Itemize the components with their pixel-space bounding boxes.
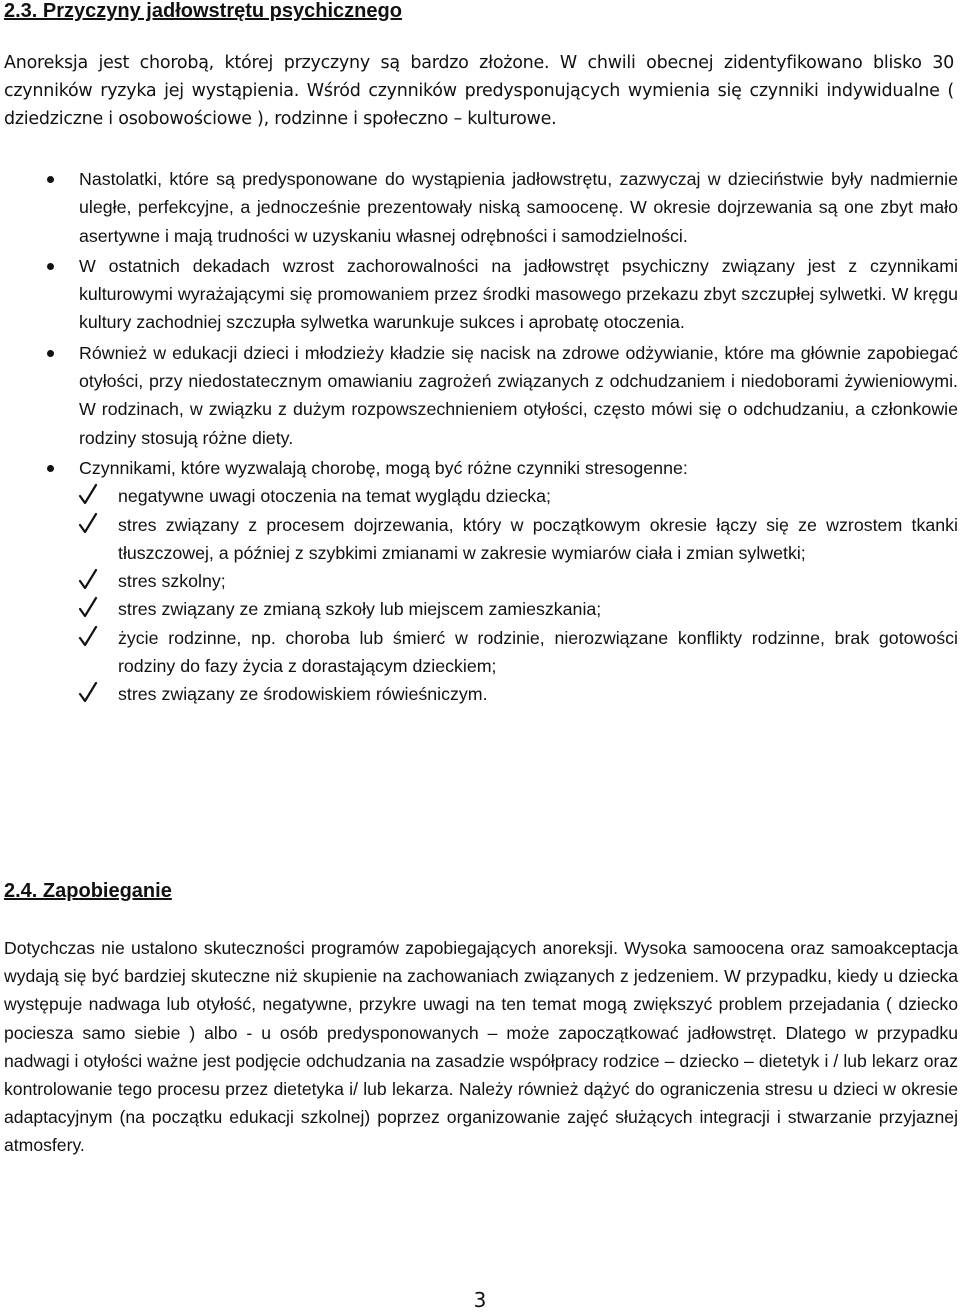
bullet-dot-icon (47, 263, 54, 270)
checklist-item-text: stres szkolny; (118, 571, 226, 592)
section-heading-prevention: 2.4. Zapobieganie (4, 880, 172, 902)
bullet-dot-icon (47, 350, 54, 357)
list-item (0, 454, 960, 709)
checklist-item (0, 567, 958, 595)
list-item-text: Czynnikami, które wyzwalają chorobę, mogą być różne czynniki stresogenne: (79, 457, 688, 478)
checklist-item (0, 680, 958, 708)
checkmark-icon (78, 624, 98, 650)
list-item (0, 339, 960, 452)
list-item-text: W ostatnich dekadach wzrost zachorowalności na jadłowstręt psychiczny związany jest z czynnikami kulturowymi wyrażającymi się promowaniem przez środki masowego przekazu zbyt szczupłej sylwetki. W kręgu kultury zachodniej szczupła sylwetka warunkuje sukces i aprobatę otoczenia. (79, 255, 958, 333)
checkmark-icon (78, 567, 98, 593)
checkmark-icon (78, 482, 98, 508)
prevention-paragraph: Dotychczas nie ustalono skuteczności programów zapobiegających anoreksji. Wysoka samoocena oraz samoakceptacja wydają się być bardziej skuteczne niż skupienie na zachowaniach związanych z jedzeniem. W przypadku, kiedy u dziecka występuje nadwaga lub otyłość, negatywne, przykre uwagi na ten temat mogą zwiększyć problem przejadania ( dziecko pociesza samo siebie ) albo - u osób predysponowanych – może zapoczątkować jadłowstręt. Dlatego w przypadku nadwagi i otyłości ważne jest podjęcie odchudzania na zasadzie współpracy rodzice – dziecko – dietetyk i / lub lekarz oraz kontrolowanie tego procesu przez dietetyka i/ lub lekarza. Należy również dążyć do ograniczenia stresu u dzieci w okresie adaptacyjnym (na początku edukacji szkolnej) poprzez organizowanie zajęć służących integracji i stwarzanie przyjaznej atmosfery. (4, 938, 958, 1156)
list-item-text: Również w edukacji dzieci i młodzieży kładzie się nacisk na zdrowe odżywianie, które ma głównie zapobiegać otyłości, przy niedostatecznym omawianiu zagrożeń związanych z odchudzaniem i niedoborami żywieniowymi. W rodzinach, w związku z dużym rozpowszechnieniem otyłości, często mówi się o odchudzaniu, a członkowie rodziny stosują różne diety. (79, 342, 958, 448)
page-number: 3 (473, 1288, 487, 1312)
intro-paragraph: Anoreksja jest chorobą, której przyczyny są bardzo złożone. W chwili obecnej zidentyfikowano blisko 30 czynników ryzyka jej wystąpienia. Wśród czynników predysponujących wymienia się czynniki indywidualne ( dziedziczne i osobowościowe ), rodzinne i społeczno – kulturowe. (4, 53, 954, 130)
checklist-item-text: stres związany ze środowiskiem rówieśniczym. (118, 684, 488, 705)
checklist-item (0, 595, 958, 623)
list-item (0, 252, 960, 337)
checklist-item (0, 624, 958, 681)
risk-factor-list (0, 165, 960, 709)
checklist-item-text: życie rodzinne, np. choroba lub śmierć w rodzinie, nierozwiązane konflikty rodzinne, brak gotowości rodziny do fazy życia z dorastającym dzieckiem; (118, 627, 958, 677)
section-heading-causes: 2.3. Przyczyny jadłowstrętu psychicznego (4, 0, 402, 22)
checklist-item (0, 511, 958, 568)
checkmark-icon (78, 595, 98, 621)
stress-factor-list (0, 482, 958, 708)
bullet-dot-icon (47, 465, 54, 472)
checklist-item-text: stres związany z procesem dojrzewania, który w początkowym okresie łączy się ze wzrostem tkanki tłuszczowej, a później z szybkimi zmianami w zakresie wymiarów ciała i zmian sylwetki; (118, 514, 958, 563)
checkmark-icon (78, 680, 98, 706)
checklist-item-text: stres związany ze zmianą szkoły lub miejscem zamieszkania; (118, 599, 602, 620)
bullet-dot-icon (47, 176, 54, 183)
list-item-text: Nastolatki, które są predysponowane do wystąpienia jadłowstrętu, zazwyczaj w dzieciństwie były nadmiernie uległe, perfekcyjne, a jednocześnie prezentowały niską samoocenę. W okresie dojrzewania są one zbyt mało asertywne i mają trudności w uzyskaniu własnej odrębności i samodzielności. (79, 169, 958, 246)
checklist-item (0, 482, 958, 510)
list-item (0, 165, 960, 250)
checklist-item-text: negatywne uwagi otoczenia na temat wyglądu dziecka; (118, 486, 551, 507)
checkmark-icon (78, 511, 98, 537)
